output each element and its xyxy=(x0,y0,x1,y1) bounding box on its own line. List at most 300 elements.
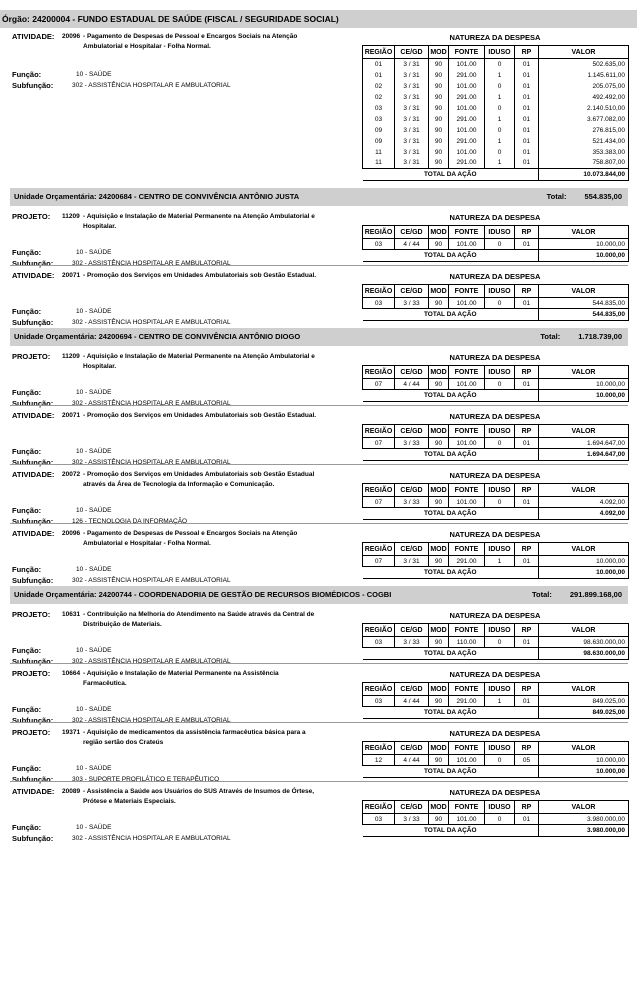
table-cell: 1 xyxy=(485,696,515,707)
table-cell: 03 xyxy=(363,298,395,309)
natureza-title: NATUREZA DA DESPESA xyxy=(449,213,541,222)
total-acao-row xyxy=(363,250,629,262)
table-cell: 90 xyxy=(429,59,449,70)
column-header: MOD xyxy=(429,742,449,755)
total-acao-label: TOTAL DA AÇÃO xyxy=(363,169,539,181)
funcao-value: 10 - SAÚDE xyxy=(76,70,112,78)
unidade-header xyxy=(10,188,628,206)
action-code: 20096 xyxy=(62,32,81,40)
total-acao-value: 1.694.647,00 xyxy=(539,449,629,461)
table-row xyxy=(363,103,629,114)
total-acao-label: TOTAL DA AÇÃO xyxy=(363,508,539,520)
section-separator xyxy=(10,523,628,524)
table-cell: 3 / 31 xyxy=(395,125,429,136)
action-description: - Promoção dos Serviços em Unidades Ambulatoriais sob Gestão Estadual. xyxy=(83,412,317,419)
funcao-value: 10 - SAÚDE xyxy=(76,388,112,396)
table-cell: 07 xyxy=(363,556,395,567)
table-cell: 02 xyxy=(363,81,395,92)
table-cell: 90 xyxy=(429,497,449,508)
table-cell: 90 xyxy=(429,755,449,766)
table-cell: 1 xyxy=(485,556,515,567)
table-cell: 291.00 xyxy=(449,92,485,103)
column-header: FONTE xyxy=(449,624,485,637)
table-row xyxy=(363,70,629,81)
subfuncao-value: 302 - ASSISTÊNCIA HOSPITALAR E AMBULATORIAL xyxy=(72,81,231,89)
table-cell: 3 / 33 xyxy=(395,438,429,449)
table-cell: 101.00 xyxy=(449,59,485,70)
total-acao-row xyxy=(363,567,629,579)
column-header: VALOR xyxy=(539,425,629,438)
table-row xyxy=(363,92,629,103)
column-header: FONTE xyxy=(449,46,485,59)
table-row xyxy=(363,114,629,125)
table-cell: 10.000,00 xyxy=(539,239,629,250)
column-header: REGIÃO xyxy=(363,683,395,696)
total-acao-label: TOTAL DA AÇÃO xyxy=(363,567,539,579)
total-acao-value: 10.000,00 xyxy=(539,766,629,778)
column-header: IDUSO xyxy=(485,543,515,556)
table-cell: 90 xyxy=(429,158,449,169)
funcao-label: Função: xyxy=(12,70,42,79)
column-header: REGIÃO xyxy=(363,46,395,59)
table-cell: 01 xyxy=(363,70,395,81)
table-cell: 101.00 xyxy=(449,125,485,136)
table-cell: 01 xyxy=(515,158,539,169)
column-header: RP xyxy=(515,46,539,59)
funcao-label: Função: xyxy=(12,307,42,316)
table-cell: 01 xyxy=(363,59,395,70)
table-cell: 0 xyxy=(485,81,515,92)
table-cell: 101.00 xyxy=(449,379,485,390)
table-cell: 291.00 xyxy=(449,136,485,147)
despesa-table xyxy=(362,365,629,402)
table-cell: 90 xyxy=(429,298,449,309)
section-separator xyxy=(10,265,628,266)
column-header: MOD xyxy=(429,801,449,814)
table-cell: 90 xyxy=(429,92,449,103)
table-cell: 0 xyxy=(485,103,515,114)
table-cell: 90 xyxy=(429,125,449,136)
table-cell: 90 xyxy=(429,814,449,825)
table-row xyxy=(363,438,629,449)
table-cell: 291.00 xyxy=(449,70,485,81)
column-header: CE/GD xyxy=(395,484,429,497)
total-acao-value: 3.980.000,00 xyxy=(539,825,629,837)
funcao-value: 10 - SAÚDE xyxy=(76,823,112,831)
table-cell: 90 xyxy=(429,70,449,81)
column-header: VALOR xyxy=(539,484,629,497)
column-header: REGIÃO xyxy=(363,484,395,497)
table-cell: 10.000,00 xyxy=(539,755,629,766)
table-cell: 3 / 31 xyxy=(395,556,429,567)
unidade-total-label: Total: xyxy=(540,332,561,341)
table-cell: 4 / 44 xyxy=(395,696,429,707)
unidade-total xyxy=(532,586,622,604)
natureza-title: NATUREZA DA DESPESA xyxy=(449,272,541,281)
funcao-label: Função: xyxy=(12,506,42,515)
table-cell: 3 / 31 xyxy=(395,70,429,81)
section-separator xyxy=(10,405,628,406)
table-cell: 0 xyxy=(485,59,515,70)
action-kind-label: ATIVIDADE: xyxy=(12,470,55,479)
table-cell: 3 / 33 xyxy=(395,814,429,825)
table-row xyxy=(363,637,629,648)
table-cell: 10.000,00 xyxy=(539,556,629,567)
column-header: IDUSO xyxy=(485,801,515,814)
action-code: 20071 xyxy=(62,271,81,279)
table-cell: 03 xyxy=(363,814,395,825)
table-cell: 4.092,00 xyxy=(539,497,629,508)
table-cell: 01 xyxy=(515,103,539,114)
subfuncao-value: 302 - ASSISTÊNCIA HOSPITALAR E AMBULATORIAL xyxy=(72,716,231,724)
table-cell: 07 xyxy=(363,379,395,390)
total-acao-label: TOTAL DA AÇÃO xyxy=(363,309,539,321)
column-header: CE/GD xyxy=(395,285,429,298)
table-cell: 353.383,00 xyxy=(539,147,629,158)
table-cell: 0 xyxy=(485,298,515,309)
total-acao-value: 10.000,00 xyxy=(539,390,629,402)
table-row xyxy=(363,125,629,136)
table-cell: 3 / 33 xyxy=(395,298,429,309)
table-row xyxy=(363,497,629,508)
unidade-header xyxy=(10,586,628,604)
funcao-value: 10 - SAÚDE xyxy=(76,565,112,573)
funcao-value: 10 - SAÚDE xyxy=(76,506,112,514)
table-cell: 01 xyxy=(515,92,539,103)
table-header-row xyxy=(363,366,629,379)
table-cell: 0 xyxy=(485,239,515,250)
table-cell: 3.677.082,00 xyxy=(539,114,629,125)
subfuncao-label: Subfunção: xyxy=(12,576,54,585)
table-cell: 101.00 xyxy=(449,497,485,508)
unidade-total xyxy=(547,188,622,206)
column-header: CE/GD xyxy=(395,226,429,239)
action-kind-label: PROJETO: xyxy=(12,610,51,619)
table-cell: 90 xyxy=(429,103,449,114)
table-header-row xyxy=(363,624,629,637)
column-header: MOD xyxy=(429,683,449,696)
total-acao-value: 10.000,00 xyxy=(539,567,629,579)
table-cell: 3 / 31 xyxy=(395,81,429,92)
action-code: 19371 xyxy=(62,728,81,736)
table-cell: 01 xyxy=(515,59,539,70)
table-cell: 101.00 xyxy=(449,298,485,309)
table-cell: 90 xyxy=(429,556,449,567)
table-header-row xyxy=(363,543,629,556)
column-header: RP xyxy=(515,285,539,298)
table-cell: 09 xyxy=(363,125,395,136)
column-header: MOD xyxy=(429,285,449,298)
table-cell: 90 xyxy=(429,136,449,147)
table-cell: 205.075,00 xyxy=(539,81,629,92)
column-header: RP xyxy=(515,366,539,379)
table-cell: 276.815,00 xyxy=(539,125,629,136)
column-header: VALOR xyxy=(539,285,629,298)
column-header: VALOR xyxy=(539,624,629,637)
table-cell: 01 xyxy=(515,556,539,567)
action-code: 11209 xyxy=(62,212,80,220)
natureza-title: NATUREZA DA DESPESA xyxy=(449,412,541,421)
column-header: RP xyxy=(515,484,539,497)
natureza-title: NATUREZA DA DESPESA xyxy=(449,670,541,679)
column-header: REGIÃO xyxy=(363,543,395,556)
table-cell: 101.00 xyxy=(449,239,485,250)
table-cell: 0 xyxy=(485,125,515,136)
total-acao-row xyxy=(363,449,629,461)
column-header: CE/GD xyxy=(395,425,429,438)
column-header: RP xyxy=(515,683,539,696)
action-code: 20096 xyxy=(62,529,81,537)
table-cell: 0 xyxy=(485,497,515,508)
subfuncao-label: Subfunção: xyxy=(12,775,54,784)
despesa-table xyxy=(362,483,629,520)
table-cell: 03 xyxy=(363,103,395,114)
despesa-table xyxy=(362,45,629,181)
table-cell: 544.835,00 xyxy=(539,298,629,309)
table-cell: 01 xyxy=(515,379,539,390)
table-cell: 1 xyxy=(485,92,515,103)
funcao-label: Função: xyxy=(12,705,42,714)
unidade-total-label: Total: xyxy=(546,192,567,201)
table-cell: 05 xyxy=(515,755,539,766)
funcao-label: Função: xyxy=(12,646,42,655)
table-cell: 3 / 31 xyxy=(395,59,429,70)
action-kind-label: ATIVIDADE: xyxy=(12,529,55,538)
action-kind-label: PROJETO: xyxy=(12,728,51,737)
table-cell: 03 xyxy=(363,114,395,125)
table-cell: 0 xyxy=(485,438,515,449)
table-cell: 01 xyxy=(515,298,539,309)
total-acao-label: TOTAL DA AÇÃO xyxy=(363,449,539,461)
table-cell: 101.00 xyxy=(449,103,485,114)
column-header: REGIÃO xyxy=(363,285,395,298)
funcao-value: 10 - SAÚDE xyxy=(76,705,112,713)
unidade-total-value: 1.718.739,00 xyxy=(578,332,622,341)
subfuncao-value: 126 - TECNOLOGIA DA INFORMAÇÃO xyxy=(72,517,188,525)
column-header: IDUSO xyxy=(485,624,515,637)
total-acao-row xyxy=(363,508,629,520)
column-header: IDUSO xyxy=(485,46,515,59)
section-separator xyxy=(10,464,628,465)
table-cell: 0 xyxy=(485,755,515,766)
table-cell: 101.00 xyxy=(449,755,485,766)
table-cell: 1 xyxy=(485,136,515,147)
table-cell: 01 xyxy=(515,147,539,158)
subfuncao-label: Subfunção: xyxy=(12,834,54,843)
table-cell: 849.025,00 xyxy=(539,696,629,707)
subfuncao-label: Subfunção: xyxy=(12,81,54,90)
funcao-label: Função: xyxy=(12,248,42,257)
subfuncao-value: 302 - ASSISTÊNCIA HOSPITALAR E AMBULATORIAL xyxy=(72,318,231,326)
column-header: CE/GD xyxy=(395,46,429,59)
table-cell: 01 xyxy=(515,814,539,825)
table-cell: 03 xyxy=(363,239,395,250)
table-cell: 01 xyxy=(515,125,539,136)
column-header: FONTE xyxy=(449,801,485,814)
total-acao-value: 544.835,00 xyxy=(539,309,629,321)
table-cell: 502.635,00 xyxy=(539,59,629,70)
column-header: VALOR xyxy=(539,683,629,696)
column-header: REGIÃO xyxy=(363,801,395,814)
column-header: IDUSO xyxy=(485,425,515,438)
column-header: VALOR xyxy=(539,801,629,814)
action-kind-label: PROJETO: xyxy=(12,212,51,221)
table-row xyxy=(363,158,629,169)
table-cell: 90 xyxy=(429,438,449,449)
table-cell: 10.000,00 xyxy=(539,379,629,390)
table-cell: 1.145.611,00 xyxy=(539,70,629,81)
table-header-row xyxy=(363,46,629,59)
column-header: CE/GD xyxy=(395,742,429,755)
despesa-table xyxy=(362,424,629,461)
table-header-row xyxy=(363,425,629,438)
table-cell: 90 xyxy=(429,147,449,158)
total-acao-label: TOTAL DA AÇÃO xyxy=(363,390,539,402)
column-header: VALOR xyxy=(539,543,629,556)
action-description: - Aquisição e Instalação de Material Permanente na Assistência Farmacêutica. xyxy=(83,670,279,687)
column-header: IDUSO xyxy=(485,366,515,379)
action-code: 20072 xyxy=(62,470,81,478)
table-cell: 03 xyxy=(363,637,395,648)
table-cell: 4 / 44 xyxy=(395,755,429,766)
column-header: IDUSO xyxy=(485,742,515,755)
funcao-value: 10 - SAÚDE xyxy=(76,447,112,455)
despesa-table xyxy=(362,741,629,778)
total-acao-value: 10.073.844,00 xyxy=(539,169,629,181)
natureza-title: NATUREZA DA DESPESA xyxy=(449,729,541,738)
action-description: - Promoção dos Serviços em Unidades Ambulatoriais sob Gestão Estadual através da Área de Tecnologia da Informação e Comunicação. xyxy=(83,471,315,488)
action-kind-label: ATIVIDADE: xyxy=(12,787,55,796)
action-code: 11209 xyxy=(62,352,80,360)
column-header: VALOR xyxy=(539,742,629,755)
total-acao-label: TOTAL DA AÇÃO xyxy=(363,250,539,262)
total-acao-label: TOTAL DA AÇÃO xyxy=(363,648,539,660)
natureza-title: NATUREZA DA DESPESA xyxy=(449,33,541,42)
subfuncao-value: 302 - ASSISTÊNCIA HOSPITALAR E AMBULATORIAL xyxy=(72,458,231,466)
total-acao-row xyxy=(363,309,629,321)
table-cell: 101.00 xyxy=(449,814,485,825)
total-acao-label: TOTAL DA AÇÃO xyxy=(363,707,539,719)
natureza-title: NATUREZA DA DESPESA xyxy=(449,353,541,362)
table-cell: 11 xyxy=(363,147,395,158)
total-acao-label: TOTAL DA AÇÃO xyxy=(363,766,539,778)
table-row xyxy=(363,696,629,707)
action-code: 20089 xyxy=(62,787,81,795)
total-acao-row xyxy=(363,390,629,402)
column-header: FONTE xyxy=(449,285,485,298)
natureza-title: NATUREZA DA DESPESA xyxy=(449,471,541,480)
total-acao-label: TOTAL DA AÇÃO xyxy=(363,825,539,837)
action-description: - Contribuição na Melhoria do Atendimento na Saúde através da Central de Distribuição de Materiais. xyxy=(83,611,315,628)
column-header: CE/GD xyxy=(395,366,429,379)
table-cell: 3 / 33 xyxy=(395,637,429,648)
table-row xyxy=(363,379,629,390)
table-header-row xyxy=(363,683,629,696)
table-cell: 09 xyxy=(363,136,395,147)
column-header: MOD xyxy=(429,624,449,637)
section-separator xyxy=(10,781,628,782)
table-header-row xyxy=(363,801,629,814)
unidade-total xyxy=(540,328,622,346)
table-cell: 291.00 xyxy=(449,696,485,707)
column-header: VALOR xyxy=(539,226,629,239)
table-cell: 01 xyxy=(515,70,539,81)
table-row xyxy=(363,298,629,309)
column-header: IDUSO xyxy=(485,226,515,239)
column-header: REGIÃO xyxy=(363,425,395,438)
table-cell: 01 xyxy=(515,637,539,648)
total-acao-value: 849.025,00 xyxy=(539,707,629,719)
subfuncao-label: Subfunção: xyxy=(12,458,54,467)
table-cell: 01 xyxy=(515,136,539,147)
action-kind-label: ATIVIDADE: xyxy=(12,271,55,280)
action-kind-label: PROJETO: xyxy=(12,669,51,678)
column-header: IDUSO xyxy=(485,484,515,497)
table-cell: 110.00 xyxy=(449,637,485,648)
action-kind-label: ATIVIDADE: xyxy=(12,32,55,41)
table-header-row xyxy=(363,484,629,497)
table-cell: 01 xyxy=(515,696,539,707)
subfuncao-label: Subfunção: xyxy=(12,259,54,268)
subfuncao-label: Subfunção: xyxy=(12,657,54,666)
funcao-value: 10 - SAÚDE xyxy=(76,248,112,256)
column-header: RP xyxy=(515,543,539,556)
column-header: MOD xyxy=(429,425,449,438)
table-cell: 98.630.000,00 xyxy=(539,637,629,648)
table-cell: 3 / 33 xyxy=(395,497,429,508)
table-cell: 90 xyxy=(429,637,449,648)
total-acao-value: 10.000,00 xyxy=(539,250,629,262)
table-row xyxy=(363,59,629,70)
table-cell: 0 xyxy=(485,637,515,648)
total-acao-row xyxy=(363,169,629,181)
table-cell: 01 xyxy=(515,239,539,250)
table-cell: 4 / 44 xyxy=(395,379,429,390)
column-header: REGIÃO xyxy=(363,226,395,239)
despesa-table xyxy=(362,682,629,719)
unidade-title: Unidade Orçamentária: 24200694 - CENTRO DE CONVIVÊNCIA ANTÔNIO DIOGO xyxy=(14,332,301,341)
column-header: REGIÃO xyxy=(363,624,395,637)
table-cell: 03 xyxy=(363,696,395,707)
column-header: VALOR xyxy=(539,46,629,59)
column-header: MOD xyxy=(429,543,449,556)
table-cell: 758.807,00 xyxy=(539,158,629,169)
action-kind-label: PROJETO: xyxy=(12,352,51,361)
natureza-title: NATUREZA DA DESPESA xyxy=(449,530,541,539)
column-header: MOD xyxy=(429,484,449,497)
column-header: REGIÃO xyxy=(363,742,395,755)
table-cell: 0 xyxy=(485,814,515,825)
subfuncao-label: Subfunção: xyxy=(12,716,54,725)
column-header: IDUSO xyxy=(485,683,515,696)
natureza-title: NATUREZA DA DESPESA xyxy=(449,788,541,797)
table-row xyxy=(363,81,629,92)
table-cell: 3 / 31 xyxy=(395,158,429,169)
orgao-header: Órgão: 24200004 - FUNDO ESTADUAL DE SAÚDE (FISCAL / SEGURIDADE SOCIAL) xyxy=(0,10,637,28)
column-header: RP xyxy=(515,226,539,239)
table-cell: 90 xyxy=(429,696,449,707)
funcao-label: Função: xyxy=(12,823,42,832)
table-cell: 291.00 xyxy=(449,114,485,125)
table-cell: 07 xyxy=(363,438,395,449)
table-cell: 01 xyxy=(515,438,539,449)
column-header: FONTE xyxy=(449,742,485,755)
funcao-value: 10 - SAÚDE xyxy=(76,646,112,654)
table-cell: 101.00 xyxy=(449,438,485,449)
action-description: - Promoção dos Serviços em Unidades Ambulatoriais sob Gestão Estadual. xyxy=(83,272,317,279)
natureza-title: NATUREZA DA DESPESA xyxy=(449,611,541,620)
unidade-title: Unidade Orçamentária: 24200684 - CENTRO DE CONVIVÊNCIA ANTÔNIO JUSTA xyxy=(14,192,300,201)
